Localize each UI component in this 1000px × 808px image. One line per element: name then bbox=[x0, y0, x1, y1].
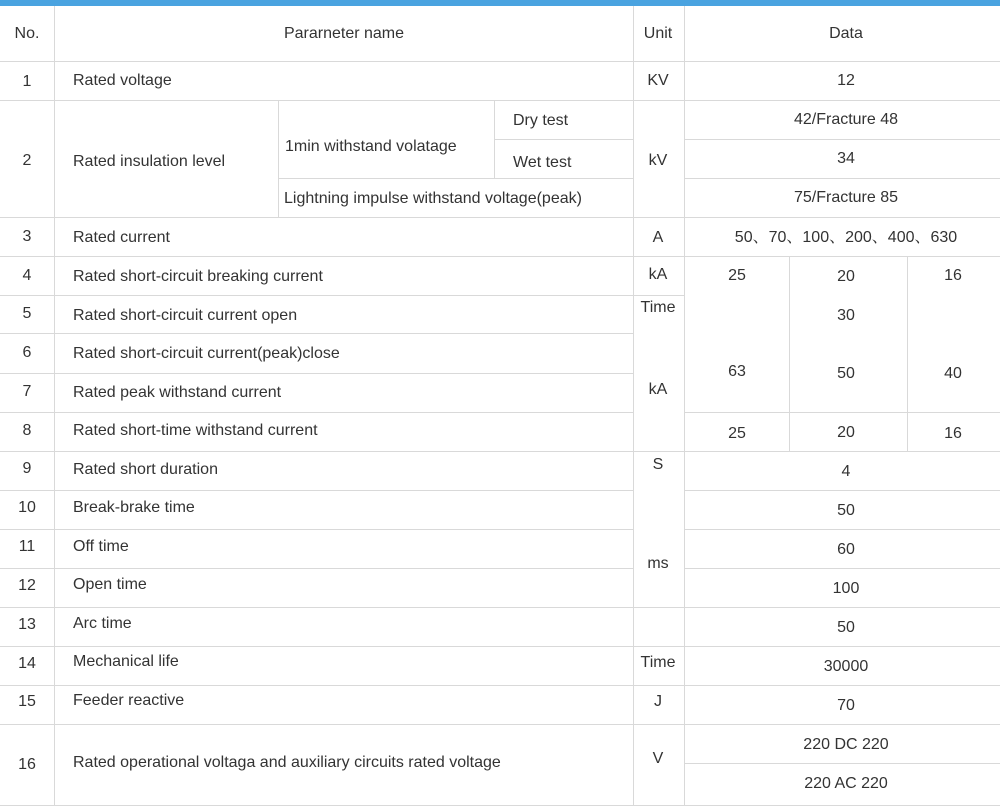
column-divider bbox=[54, 6, 55, 806]
data-value: 50 bbox=[837, 619, 855, 636]
parameter-name: Open time bbox=[73, 576, 147, 593]
unit: Time bbox=[640, 299, 676, 316]
data-value: 16 bbox=[944, 425, 962, 442]
row-divider bbox=[0, 646, 1000, 647]
unit: kV bbox=[648, 152, 668, 169]
column-divider bbox=[684, 6, 685, 806]
row-number: 6 bbox=[22, 344, 32, 361]
row-number: 2 bbox=[22, 152, 32, 169]
row-divider bbox=[0, 724, 1000, 725]
row-divider bbox=[684, 568, 1000, 569]
data-value: 100 bbox=[832, 580, 860, 597]
data-value: 40 bbox=[944, 365, 962, 382]
row-number: 13 bbox=[18, 616, 36, 633]
parameter-name: Rated short duration bbox=[73, 461, 218, 478]
row-divider bbox=[684, 763, 1000, 764]
row-number: 15 bbox=[18, 693, 36, 710]
row-divider bbox=[0, 412, 633, 413]
row-number: 1 bbox=[22, 73, 32, 90]
row-number: 9 bbox=[22, 460, 32, 477]
row-number: 10 bbox=[18, 499, 36, 516]
data-value: 25 bbox=[728, 267, 746, 284]
data-value: 4 bbox=[841, 463, 851, 480]
row-number: 14 bbox=[18, 655, 36, 672]
test-type: Wet test bbox=[513, 154, 572, 171]
parameter-name: Rated operational voltaga and auxiliary circuits rated voltage bbox=[73, 754, 501, 771]
row-divider bbox=[0, 607, 1000, 608]
unit: A bbox=[652, 229, 664, 246]
parameter-name: Break-brake time bbox=[73, 499, 195, 516]
parameter-name: Rated short-time withstand current bbox=[73, 422, 318, 439]
parameter-table bbox=[0, 6, 1000, 806]
parameter-name: Rated current bbox=[73, 229, 170, 246]
row-number: 8 bbox=[22, 422, 32, 439]
row-number: 4 bbox=[22, 267, 32, 284]
row-number: 12 bbox=[18, 577, 36, 594]
data-value: 34 bbox=[837, 150, 855, 167]
data-value: 50 bbox=[837, 365, 855, 382]
row-divider bbox=[494, 139, 633, 140]
row-divider bbox=[684, 412, 1000, 413]
data-value: 63 bbox=[728, 363, 746, 380]
parameter-name: Rated insulation level bbox=[73, 153, 226, 170]
row-number: 7 bbox=[22, 383, 32, 400]
test-type: Dry test bbox=[513, 112, 569, 129]
unit: J bbox=[654, 693, 662, 710]
parameter-name: Rated short-circuit breaking current bbox=[73, 268, 323, 285]
row-divider bbox=[684, 139, 1000, 140]
unit: ms bbox=[647, 555, 669, 572]
row-number: 3 bbox=[22, 228, 32, 245]
row-divider bbox=[0, 451, 1000, 452]
row-divider bbox=[0, 100, 1000, 101]
unit: Time bbox=[640, 654, 676, 671]
parameter-name: Rated peak withstand current bbox=[73, 384, 282, 401]
parameter-name: Rated short-circuit current(peak)close bbox=[73, 345, 340, 362]
row-divider bbox=[0, 373, 633, 374]
header-no: No. bbox=[14, 25, 40, 42]
unit: S bbox=[652, 456, 664, 473]
header-unit: Unit bbox=[643, 25, 673, 42]
column-divider bbox=[278, 100, 279, 217]
data-value: 25 bbox=[728, 425, 746, 442]
column-divider bbox=[907, 256, 908, 451]
data-value: 20 bbox=[837, 268, 855, 285]
data-value: 50 bbox=[837, 502, 855, 519]
unit: kA bbox=[648, 266, 668, 283]
column-divider bbox=[494, 100, 495, 178]
unit: kA bbox=[648, 381, 668, 398]
sub-parameter-name: 1min withstand volatage bbox=[285, 138, 457, 155]
row-divider bbox=[684, 490, 1000, 491]
parameter-name: Rated voltage bbox=[73, 72, 172, 89]
row-divider bbox=[0, 490, 633, 491]
row-divider bbox=[0, 61, 1000, 62]
data-value: 220 AC 220 bbox=[804, 775, 888, 792]
header-data: Data bbox=[829, 25, 863, 42]
data-value: 16 bbox=[944, 267, 962, 284]
data-value: 20 bbox=[837, 424, 855, 441]
row-divider bbox=[0, 256, 1000, 257]
row-divider bbox=[0, 685, 1000, 686]
parameter-name: Arc time bbox=[73, 615, 132, 632]
row-divider bbox=[684, 529, 1000, 530]
data-value: 70 bbox=[837, 697, 855, 714]
column-divider bbox=[789, 256, 790, 451]
data-value: 220 DC 220 bbox=[803, 736, 889, 753]
row-divider bbox=[684, 178, 1000, 179]
header-parameter-name: Pararneter name bbox=[283, 25, 405, 42]
sub-parameter-name: Lightning impulse withstand voltage(peak) bbox=[284, 190, 582, 207]
data-value: 42/Fracture 48 bbox=[793, 111, 899, 128]
row-divider bbox=[0, 333, 633, 334]
data-value: 75/Fracture 85 bbox=[793, 189, 899, 206]
row-divider bbox=[0, 529, 633, 530]
row-number: 5 bbox=[22, 305, 32, 322]
row-number: 11 bbox=[18, 538, 36, 555]
row-divider bbox=[0, 295, 684, 296]
parameter-name: Rated short-circuit current open bbox=[73, 307, 298, 324]
data-value: 30 bbox=[837, 307, 855, 324]
row-divider bbox=[278, 178, 633, 179]
unit: KV bbox=[647, 72, 669, 89]
parameter-name: Mechanical life bbox=[73, 653, 179, 670]
data-value: 50、70、100、200、400、630 bbox=[734, 229, 958, 246]
parameter-name: Feeder reactive bbox=[73, 692, 185, 709]
unit: V bbox=[652, 750, 664, 767]
row-number: 16 bbox=[18, 756, 36, 773]
row-divider bbox=[0, 217, 1000, 218]
column-divider bbox=[633, 6, 634, 806]
row-divider bbox=[0, 568, 633, 569]
table-bottom-border bbox=[0, 805, 1000, 806]
data-value: 12 bbox=[837, 72, 855, 89]
data-value: 60 bbox=[837, 541, 855, 558]
parameter-name: Off time bbox=[73, 538, 129, 555]
data-value: 30000 bbox=[823, 658, 869, 675]
